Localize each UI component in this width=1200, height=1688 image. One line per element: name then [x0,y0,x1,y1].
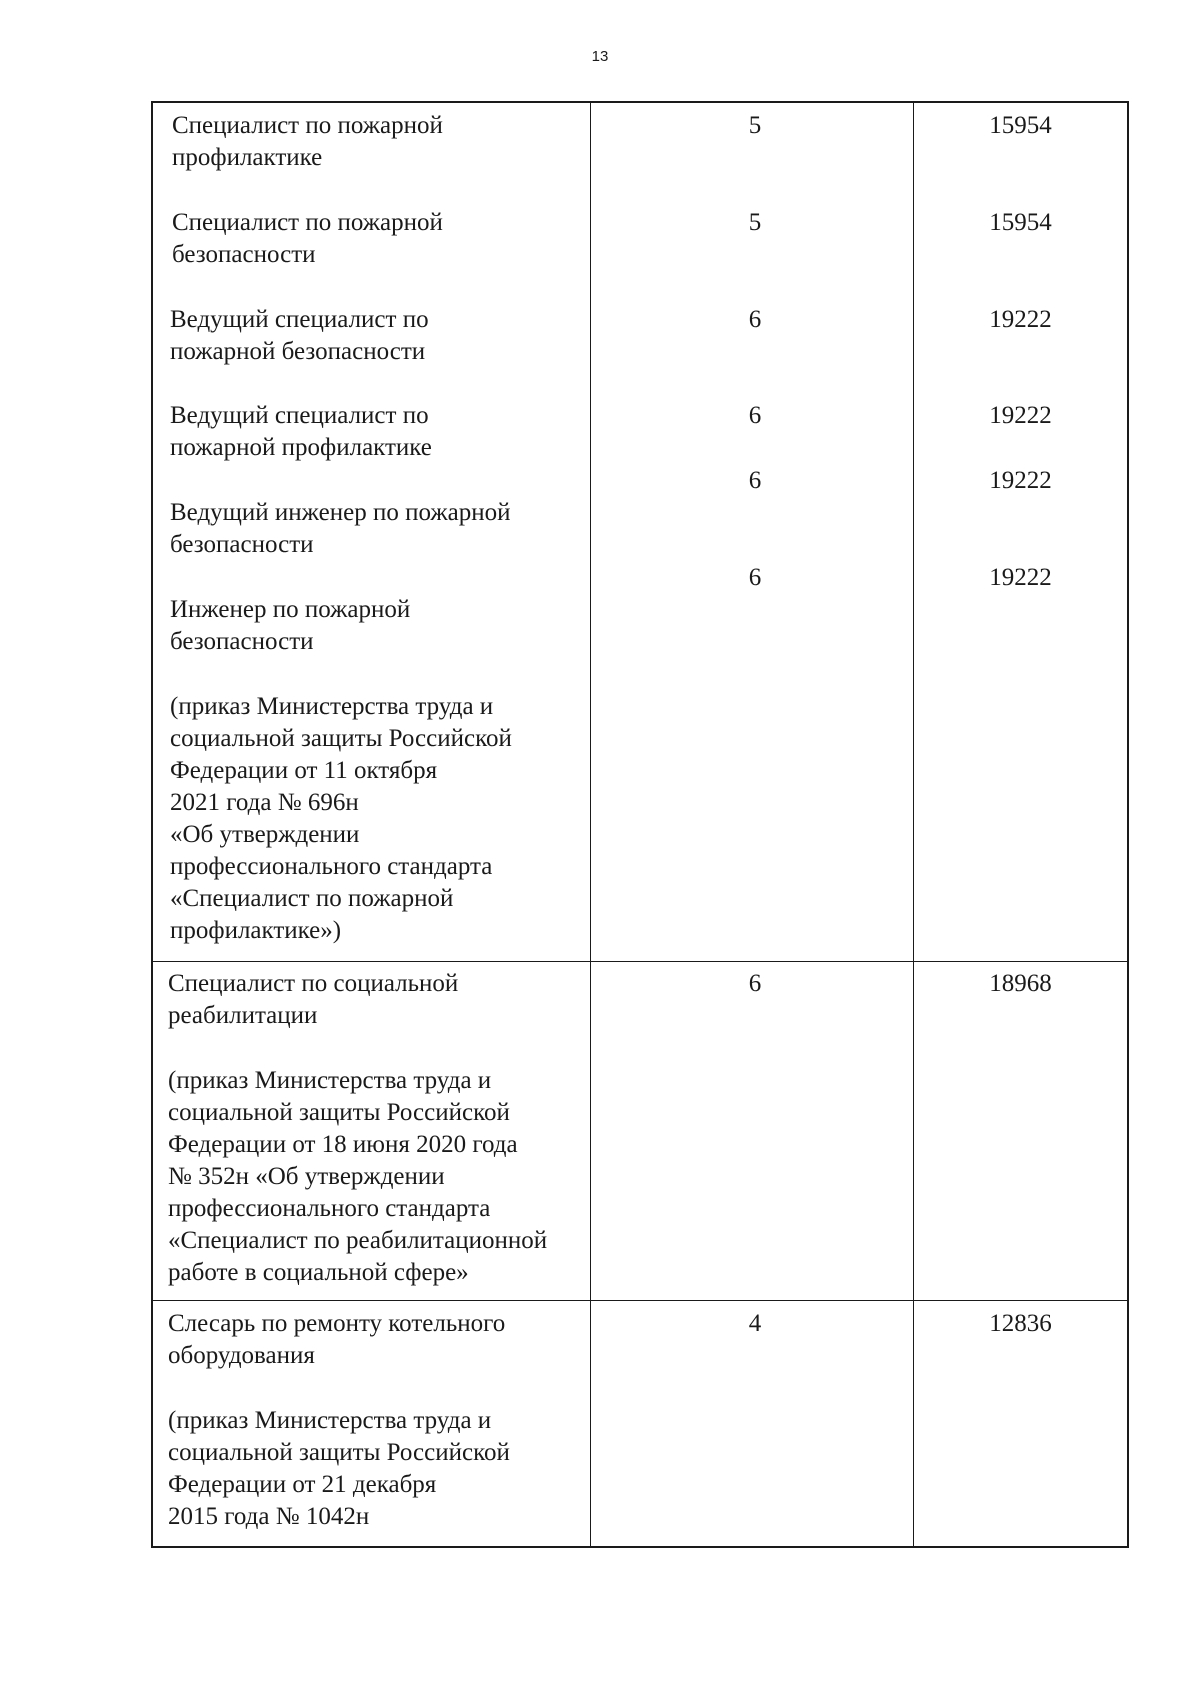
qualification-level: 6 [748,402,762,429]
column-divider [590,103,591,1546]
position-title: Инженер по пожарной безопасности [170,596,411,655]
qualification-level: 6 [748,970,762,997]
qualification-level: 4 [748,1310,762,1337]
position-title: Специалист по пожарной безопасности [172,209,443,268]
qualification-level: 6 [748,306,762,333]
salary-value: 15954 [989,209,1052,236]
qualification-level: 5 [748,112,762,139]
qualification-level: 5 [748,209,762,236]
salary-value: 12836 [989,1310,1052,1337]
salary-value: 15954 [989,112,1052,139]
row-divider [153,1300,1127,1301]
position-title: Ведущий специалист по пожарной безопасности [170,306,429,365]
position-title: Специалист по пожарной профилактике [172,112,443,171]
qualification-level: 6 [748,564,762,591]
legal-basis: (приказ Министерства труда и социальной защиты Российской Федерации от 11 октября 2021 года № 696н «Об утверждении профессионального стандарта «Специалист по пожарной профилактике») [170,693,512,944]
position-title: Слесарь по ремонту котельного оборудования [168,1310,506,1369]
qualification-level: 6 [748,467,762,494]
salary-value: 19222 [989,564,1052,591]
position-title: Ведущий специалист по пожарной профилактике [170,402,432,461]
legal-basis: (приказ Министерства труда и социальной защиты Российской Федерации от 21 декабря 2015 года № 1042н [168,1407,510,1530]
page-number: 13 [591,48,609,65]
position-title: Специалист по социальной реабилитации [168,970,459,1029]
salary-value: 18968 [989,970,1052,997]
salary-value: 19222 [989,402,1052,429]
legal-basis: (приказ Министерства труда и социальной защиты Российской Федерации от 18 июня 2020 года № 352н «Об утверждении профессионального стандарта «Специалист по реабилитационной работе в социальной сфере» [168,1067,548,1286]
row-divider [153,961,1127,962]
salary-value: 19222 [989,467,1052,494]
salary-value: 19222 [989,306,1052,333]
position-title: Ведущий инженер по пожарной безопасности [170,499,511,558]
